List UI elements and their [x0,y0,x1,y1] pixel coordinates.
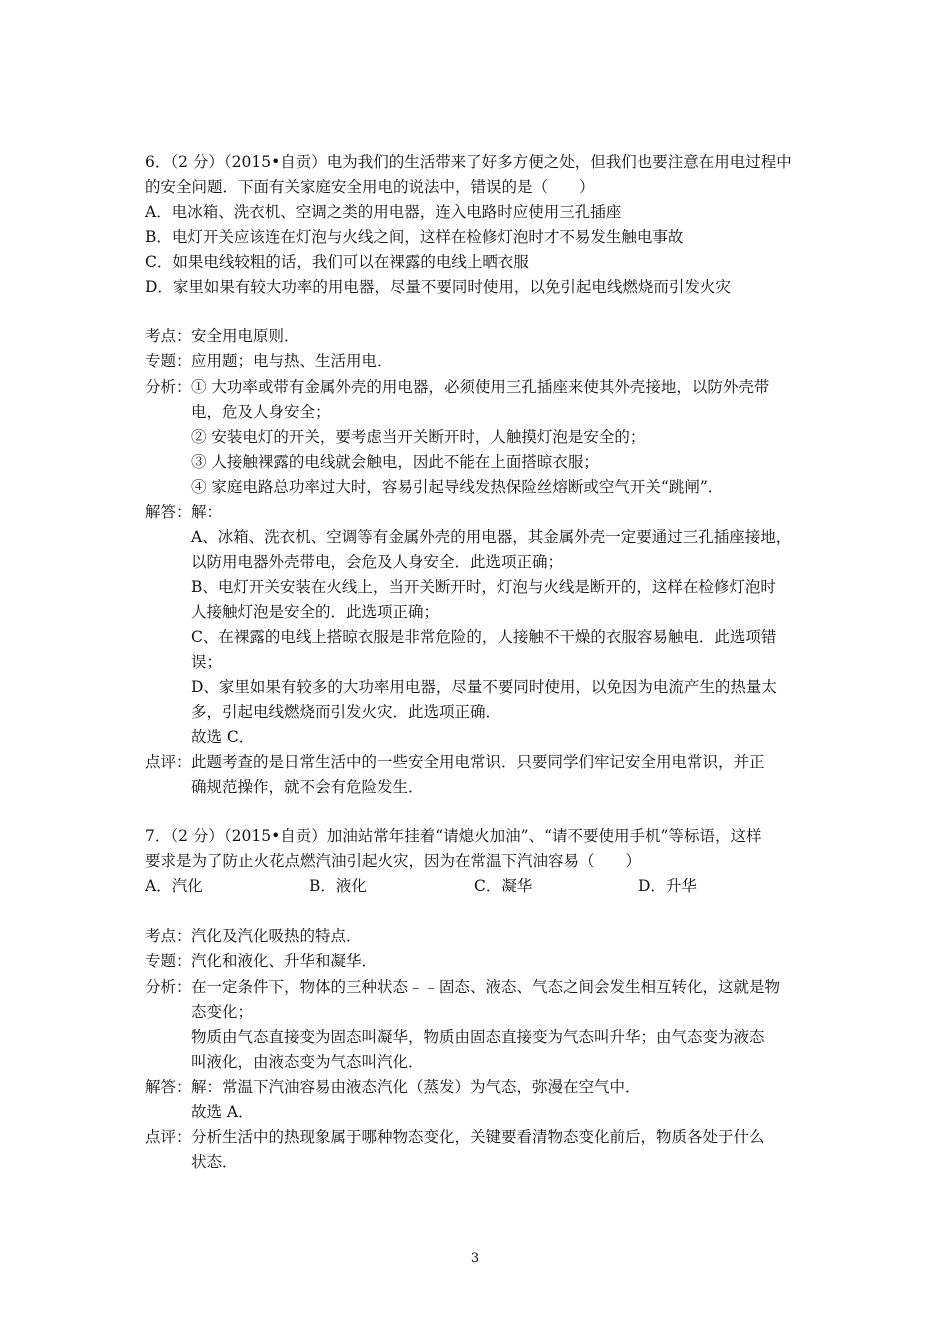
q6-dianping-line: 确规范操作，就不会有危险发生． [191,778,424,796]
q6-jieda-line: 人接触灯泡是安全的．此选项正确； [191,603,440,621]
q7-stem-line-2: 要求是为了防止火花点燃汽油引起火灾，因为在常温下汽油容易（ ） [145,852,642,870]
q6-jieda-line: D、家里如果有较多的大功率用电器，尽量不要同时使用，以免因为电流产生的热量太 [191,678,777,696]
q7-kaodian: 汽化及汽化吸热的特点． [191,927,362,945]
q6-kaodian-label: 考点： [145,327,192,345]
q7-zhuanti-label: 专题： [145,952,192,970]
q6-jieda-line: A、冰箱、洗衣机、空调等有金属外壳的用电器，其金属外壳一定要通过三孔插座接地， [191,528,792,546]
q6-fenxi-line: ③ 人接触裸露的电线就会触电，因此不能在上面搭晾衣服； [191,453,599,471]
q7-fenxi-line: 态变化； [191,1003,254,1021]
q6-fenxi-line: ④ 家庭电路总功率过大时，容易引起导线发热保险丝熔断或空气开关“跳闸”． [191,478,724,496]
q7-kaodian-label: 考点： [145,927,192,945]
q6-jieda-line: C、在裸露的电线上搭晾衣服是非常危险的，人接触不干燥的衣服容易触电．此选项错 [191,628,777,646]
q6-fenxi-line: 电，危及人身安全； [191,403,331,421]
q6-jieda-line: 多，引起电线燃烧而引发火灾．此选项正确． [191,703,502,721]
q7-jieda-line: 故选 A． [191,1103,254,1121]
q6-jieda-line: B、电灯开关安装在火线上，当开关断开时，灯泡与火线是断开的，这样在检修灯泡时 [191,578,776,596]
q6-option-d: D．家里如果有较大功率的用电器，尽量不要同时使用，以免引起电线燃烧而引发火灾 [145,278,731,296]
q6-kaodian: 安全用电原则． [191,327,300,345]
page-number: 3 [470,1251,480,1266]
q6-jieda-first: 解： [191,503,223,521]
q7-option-c: C．凝华 [474,877,533,895]
q6-jieda-line: 误； [191,653,223,671]
q6-stem-line-2: 的安全问题．下面有关家庭安全用电的说法中，错误的是（ ） [145,178,595,196]
q7-option-a: A．汽化 [145,877,203,895]
q7-dianping-line: 分析生活中的热现象属于哪种物态变化，关键要看清物态变化前后，物质各处于什么 [191,1128,765,1146]
q7-dianping-label: 点评： [145,1128,192,1146]
q7-fenxi-line: 物质由气态直接变为固态叫凝华，物质由固态直接变为气态叫升华；由气态变为液态 [191,1028,765,1046]
q6-zhuanti: 应用题；电与热、生活用电． [191,352,393,370]
q6-option-c: C．如果电线较粗的话，我们可以在裸露的电线上晒衣服 [145,253,529,271]
q7-jieda-line: 解：常温下汽油容易由液态汽化（蒸发）为气态，弥漫在空气中． [191,1078,641,1096]
q6-zhuanti-label: 专题： [145,352,192,370]
q7-dianping-line: 状态． [191,1153,238,1171]
q6-stem-line-1: 6．（2 分）（2015•自贡）电为我们的生活带来了好多方便之处，但我们也要注意在用电过程中 [145,153,792,171]
q6-option-a: A．电冰箱、洗衣机、空调之类的用电器，连入电路时应使用三孔插座 [145,203,622,221]
q6-jieda-label: 解答： [145,503,192,521]
q7-option-d: D．升华 [638,877,697,895]
q6-dianping-line: 此题考查的是日常生活中的一些安全用电常识．只要同学们牢记安全用电常识，并正 [191,753,765,771]
q7-zhuanti: 汽化和液化、升华和凝华． [191,952,378,970]
q7-fenxi-label: 分析： [145,978,192,996]
q7-jieda-label: 解答： [145,1078,192,1096]
q7-option-b: B．液化 [309,877,367,895]
q6-option-b: B．电灯开关应该连在灯泡与火线之间，这样在检修灯泡时才不易发生触电事故 [145,228,684,246]
q6-jieda-line: 以防用电器外壳带电，会危及人身安全．此选项正确； [191,553,564,571]
q6-fenxi-label: 分析： [145,378,192,396]
q7-stem-line-1: 7．（2 分）（2015•自贡）加油站常年挂着“请熄火加油”、“请不要使用手机”等标语，这样 [145,827,762,845]
q6-fenxi-line: ① 大功率或带有金属外壳的用电器，必须使用三孔插座来使其外壳接地，以防外壳带 [191,378,770,396]
q7-fenxi-line: 叫液化，由液态变为气态叫汽化． [191,1053,424,1071]
q6-fenxi-line: ② 安装电灯的开关，要考虑当开关断开时，人触摸灯泡是安全的； [191,428,646,446]
q7-fenxi-line: 在一定条件下，物体的三种状态﹣﹣固态、液态、气态之间会发生相互转化，这就是物 [191,978,781,996]
q6-jieda-line: 故选 C． [191,728,255,746]
q6-dianping-label: 点评： [145,753,192,771]
